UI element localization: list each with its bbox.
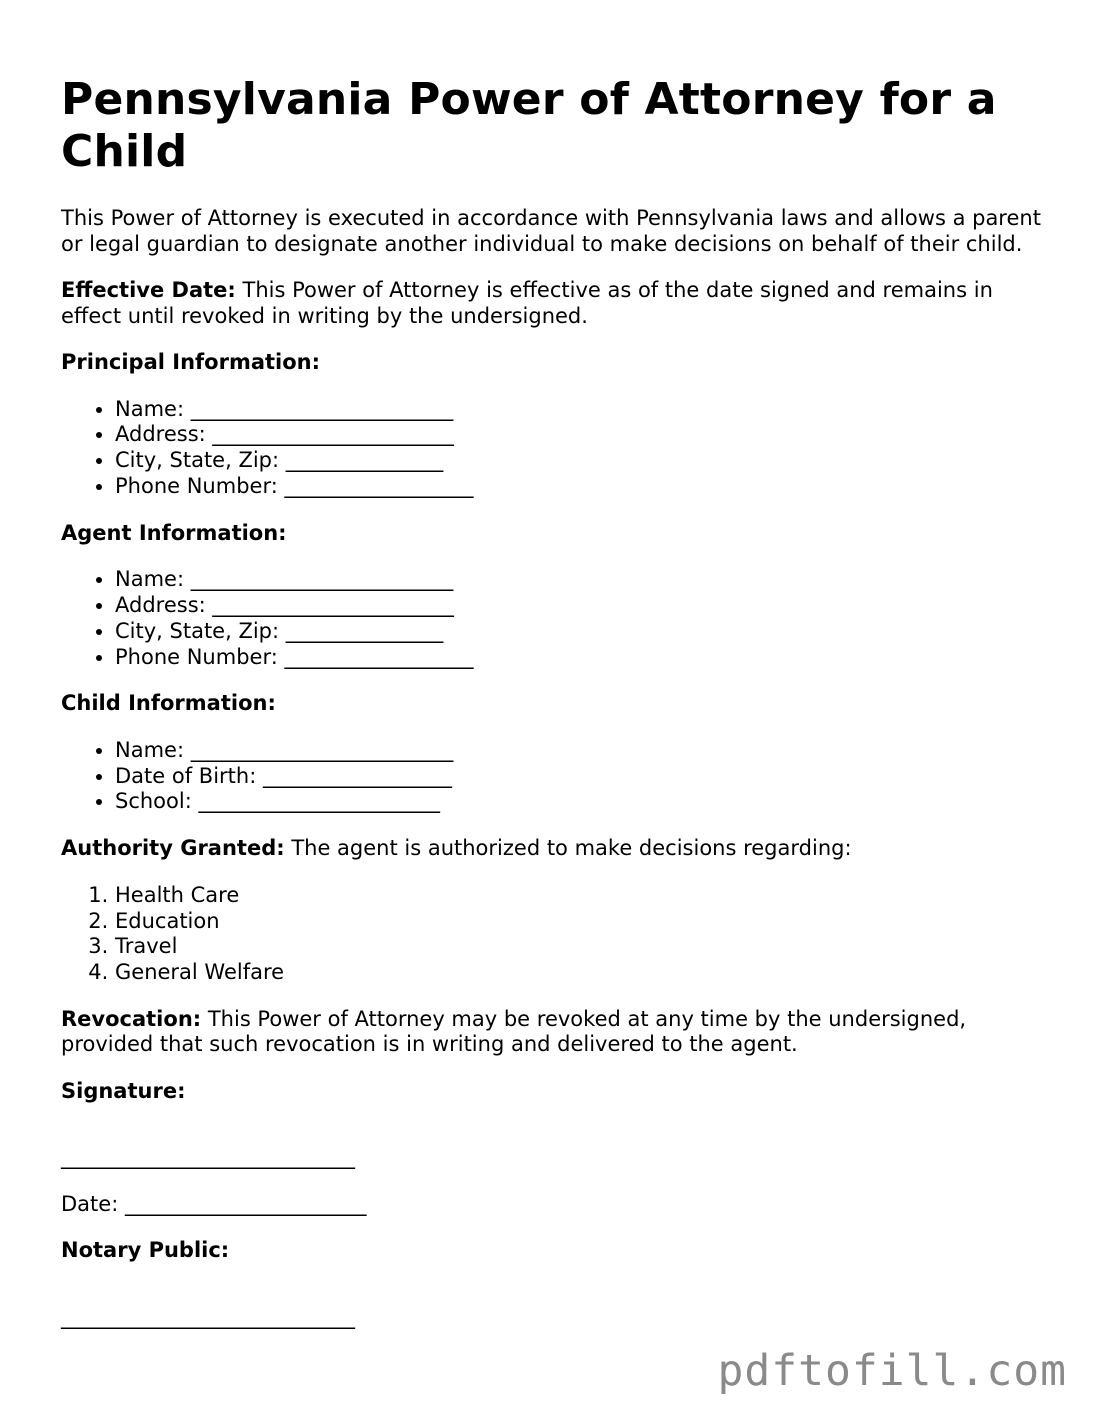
signature-date-field[interactable]: Date: _______________________	[61, 1191, 367, 1216]
signature-line[interactable]: ____________________________	[61, 1145, 355, 1170]
agent-address-field[interactable]: • Address: _______________________	[115, 593, 1041, 619]
document-page	[61, 74, 1041, 1351]
notary-signature-line[interactable]: ____________________________	[61, 1304, 355, 1329]
principal-city-state-zip-field[interactable]: • City, State, Zip: _______________	[115, 448, 1041, 474]
agent-phone-field[interactable]: • Phone Number: __________________	[115, 645, 1041, 671]
intro-paragraph: This Power of Attorney is executed in accordance with Pennsylvania laws and allows a parent or legal guardian to designate another individual to make decisions on behalf of their child.	[61, 206, 1041, 256]
child-heading: Child Information:	[61, 691, 276, 716]
principal-fields-list	[61, 397, 1041, 500]
authority-paragraph	[61, 836, 1041, 862]
agent-fields-list	[61, 567, 1041, 670]
principal-name-field[interactable]: • Name: _________________________	[115, 397, 1041, 423]
authority-item-health-care: 1. Health Care	[115, 883, 1041, 909]
authority-item-education: 2. Education	[115, 909, 1041, 935]
revocation-label: Revocation:	[61, 1006, 202, 1031]
revocation-paragraph	[61, 1007, 1041, 1058]
authority-text: The agent is authorized to make decisions regarding:	[284, 836, 852, 861]
effective-date-label: Effective Date:	[61, 278, 236, 302]
signature-heading: Signature:	[61, 1078, 186, 1103]
child-fields-list	[61, 738, 1041, 815]
revocation-text: This Power of Attorney may be revoked at any time by the undersigned, provided that such revocation is in writing and delivered to the agent.	[61, 1006, 967, 1057]
authority-label: Authority Granted:	[61, 836, 285, 861]
authority-item-general-welfare: 4. General Welfare	[115, 960, 1041, 986]
agent-heading: Agent Information:	[61, 520, 287, 545]
notary-spacer	[61, 1285, 1041, 1305]
effective-date-text: This Power of Attorney is effective as of the date signed and remains in effect until revoked in writing by the undersigned.	[61, 278, 993, 328]
effective-date-paragraph	[61, 278, 1041, 329]
child-name-field[interactable]: • Name: _________________________	[115, 738, 1041, 764]
principal-heading: Principal Information:	[61, 350, 321, 374]
notary-heading: Notary Public:	[61, 1238, 230, 1263]
principal-phone-field[interactable]: • Phone Number: __________________	[115, 474, 1041, 500]
agent-city-state-zip-field[interactable]: • City, State, Zip: _______________	[115, 619, 1041, 645]
watermark: pdftofill.com	[717, 1346, 1067, 1396]
principal-address-field[interactable]: • Address: _______________________	[115, 422, 1041, 448]
agent-name-field[interactable]: • Name: _________________________	[115, 567, 1041, 593]
document-title: Pennsylvania Power of Attorney for a Child	[61, 74, 997, 177]
authority-item-travel: 3. Travel	[115, 934, 1041, 960]
authority-list	[61, 883, 1041, 986]
child-dob-field[interactable]: • Date of Birth: __________________	[115, 764, 1041, 790]
child-school-field[interactable]: • School: _______________________	[115, 789, 1041, 815]
signature-spacer	[61, 1125, 1041, 1145]
